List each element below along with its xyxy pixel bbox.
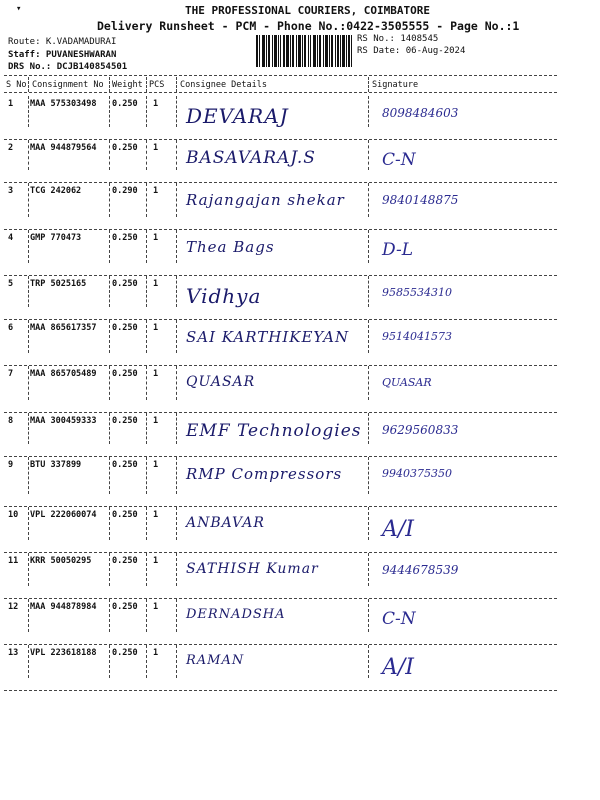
col-divider xyxy=(368,645,369,678)
row-pcs: 1 xyxy=(153,143,159,153)
row-weight: 0.250 xyxy=(112,648,138,658)
row-signature: QUASAR xyxy=(382,376,432,389)
barcode-image xyxy=(256,35,352,67)
col-divider xyxy=(146,457,147,494)
row-consignee: DEVARAJ xyxy=(186,104,289,128)
row-weight: 0.250 xyxy=(112,143,138,153)
row-sno: 7 xyxy=(8,369,14,379)
col-divider xyxy=(109,276,110,307)
col-divider xyxy=(176,183,177,217)
row-signature: A/I xyxy=(382,655,414,680)
col-divider xyxy=(176,96,177,127)
rs-number: RS No.: 1408545 xyxy=(357,34,439,44)
col-divider xyxy=(109,457,110,494)
row-pcs: 1 xyxy=(153,648,159,658)
col-divider xyxy=(176,366,177,400)
row-weight: 0.250 xyxy=(112,460,138,470)
row-weight: 0.250 xyxy=(112,416,138,426)
col-divider xyxy=(176,507,177,540)
col-divider xyxy=(146,140,147,170)
row-separator xyxy=(4,275,557,276)
row-sno: 4 xyxy=(8,233,14,243)
row-sno: 3 xyxy=(8,186,14,196)
row-weight: 0.250 xyxy=(112,279,138,289)
row-consignment-no: MAA 575303498 xyxy=(30,99,97,109)
col-divider xyxy=(368,320,369,353)
col-divider xyxy=(109,366,110,400)
row-weight: 0.290 xyxy=(112,186,138,196)
col-divider xyxy=(109,140,110,170)
col-divider xyxy=(368,366,369,400)
corner-mark: ▾ xyxy=(16,4,22,14)
col-divider xyxy=(176,140,177,170)
col-divider xyxy=(368,140,369,170)
row-signature: 8098484603 xyxy=(382,106,459,120)
row-consignee: SATHISH Kumar xyxy=(186,561,319,577)
row-signature: 9585534310 xyxy=(382,286,452,299)
col-divider xyxy=(28,276,29,307)
staff-label: Staff: PUVANESHWARAN xyxy=(8,50,117,60)
row-consignment-no: VPL 222060074 xyxy=(30,510,97,520)
col-divider xyxy=(146,553,147,586)
row-weight: 0.250 xyxy=(112,510,138,520)
col-divider xyxy=(146,320,147,353)
row-sno: 12 xyxy=(8,602,19,612)
col-divider xyxy=(28,230,29,263)
col-divider xyxy=(28,96,29,127)
row-consignment-no: MAA 300459333 xyxy=(30,416,97,426)
col-divider xyxy=(146,413,147,444)
row-separator xyxy=(4,690,557,691)
row-signature: 9629560833 xyxy=(382,423,459,437)
header-top-rule xyxy=(4,75,557,76)
col-divider xyxy=(176,413,177,444)
col-divider xyxy=(28,140,29,170)
row-pcs: 1 xyxy=(153,556,159,566)
row-consignment-no: MAA 944878984 xyxy=(30,602,97,612)
col-divider xyxy=(109,96,110,127)
row-pcs: 1 xyxy=(153,323,159,333)
row-signature: 9840148875 xyxy=(382,193,459,207)
col-divider xyxy=(28,183,29,217)
row-consignee: ANBAVAR xyxy=(186,515,265,531)
row-separator xyxy=(4,319,557,320)
row-signature: C-N xyxy=(382,150,416,170)
col-divider xyxy=(368,96,369,127)
row-consignment-no: MAA 865705489 xyxy=(30,369,97,379)
row-consignee: EMF Technologies xyxy=(186,421,362,441)
route-label: Route: K.VADAMADURAI xyxy=(8,37,117,47)
row-pcs: 1 xyxy=(153,602,159,612)
row-consignee: SAI KARTHIKEYAN xyxy=(186,328,350,346)
row-signature: 9940375350 xyxy=(382,467,452,480)
row-consignment-no: BTU 337899 xyxy=(30,460,82,470)
row-consignment-no: MAA 944879564 xyxy=(30,143,97,153)
row-consignee: QUASAR xyxy=(186,374,256,390)
row-consignee: DERNADSHA xyxy=(186,607,286,622)
col-sno-header: S No xyxy=(6,80,27,90)
col-divider xyxy=(176,276,177,307)
col-divider xyxy=(368,553,369,586)
col-divider xyxy=(146,96,147,127)
row-consignment-no: TCG 242062 xyxy=(30,186,82,196)
row-separator xyxy=(4,139,557,140)
row-separator xyxy=(4,552,557,553)
row-weight: 0.250 xyxy=(112,602,138,612)
row-separator xyxy=(4,644,557,645)
row-consignment-no: MAA 865617357 xyxy=(30,323,97,333)
col-divider xyxy=(109,599,110,632)
header-bottom-rule xyxy=(4,92,557,93)
row-consignee: RMP Compressors xyxy=(186,465,343,483)
row-signature: 9514041573 xyxy=(382,330,452,343)
col-divider xyxy=(109,230,110,263)
row-sno: 8 xyxy=(8,416,14,426)
col-divider xyxy=(109,553,110,586)
row-signature: C-N xyxy=(382,609,416,629)
row-pcs: 1 xyxy=(153,99,159,109)
col-divider xyxy=(176,599,177,632)
col-divider xyxy=(146,507,147,540)
row-consignee: BASAVARAJ.S xyxy=(186,148,316,168)
col-divider xyxy=(146,77,147,92)
col-divider xyxy=(368,507,369,540)
row-sno: 5 xyxy=(8,279,14,289)
col-divider xyxy=(28,320,29,353)
row-pcs: 1 xyxy=(153,233,159,243)
col-divider xyxy=(28,507,29,540)
col-divider xyxy=(146,366,147,400)
col-divider xyxy=(28,413,29,444)
row-signature: 9444678539 xyxy=(382,563,459,577)
col-divider xyxy=(109,413,110,444)
col-divider xyxy=(28,366,29,400)
row-separator xyxy=(4,365,557,366)
row-separator xyxy=(4,412,557,413)
col-pcs-header: PCS xyxy=(149,80,165,90)
row-signature: D-L xyxy=(382,240,413,260)
col-divider xyxy=(176,77,177,92)
col-divider xyxy=(109,320,110,353)
col-divider xyxy=(368,183,369,217)
col-divider xyxy=(28,77,29,92)
col-divider xyxy=(109,645,110,678)
row-separator xyxy=(4,229,557,230)
row-sno: 11 xyxy=(8,556,19,566)
col-divider xyxy=(176,320,177,353)
row-sno: 10 xyxy=(8,510,19,520)
row-consignment-no: TRP 5025165 xyxy=(30,279,87,289)
company-title: THE PROFESSIONAL COURIERS, COIMBATORE xyxy=(185,4,431,17)
row-consignment-no: KRR 50050295 xyxy=(30,556,92,566)
row-separator xyxy=(4,182,557,183)
col-divider xyxy=(146,230,147,263)
row-weight: 0.250 xyxy=(112,323,138,333)
row-pcs: 1 xyxy=(153,369,159,379)
col-divider xyxy=(368,457,369,494)
row-pcs: 1 xyxy=(153,279,159,289)
row-consignment-no: VPL 223618188 xyxy=(30,648,97,658)
col-consignment-header: Consignment No xyxy=(32,80,104,90)
col-divider xyxy=(368,77,369,92)
col-divider xyxy=(28,553,29,586)
row-sno: 2 xyxy=(8,143,14,153)
row-sno: 9 xyxy=(8,460,14,470)
col-divider xyxy=(368,413,369,444)
col-divider xyxy=(176,553,177,586)
col-divider xyxy=(176,645,177,678)
row-consignee: Thea Bags xyxy=(186,238,275,256)
col-divider xyxy=(176,457,177,494)
col-divider xyxy=(146,276,147,307)
row-sno: 1 xyxy=(8,99,14,109)
row-weight: 0.250 xyxy=(112,233,138,243)
row-pcs: 1 xyxy=(153,510,159,520)
row-consignee: RAMAN xyxy=(186,653,245,668)
row-separator xyxy=(4,456,557,457)
row-weight: 0.250 xyxy=(112,99,138,109)
col-divider xyxy=(28,645,29,678)
col-signature-header: Signature xyxy=(372,80,419,90)
row-signature: A/I xyxy=(382,517,414,542)
row-pcs: 1 xyxy=(153,460,159,470)
col-divider xyxy=(176,230,177,263)
row-sno: 13 xyxy=(8,648,19,658)
col-divider xyxy=(28,599,29,632)
col-divider xyxy=(109,183,110,217)
rs-date: RS Date: 06-Aug-2024 xyxy=(357,46,466,56)
col-weight-header: Weight xyxy=(112,80,143,90)
col-divider xyxy=(28,457,29,494)
row-separator xyxy=(4,598,557,599)
row-weight: 0.250 xyxy=(112,369,138,379)
row-consignment-no: GMP 770473 xyxy=(30,233,82,243)
drs-label: DRS No.: DCJB140854501 xyxy=(8,62,128,72)
row-consignee: Vidhya xyxy=(186,284,262,308)
col-divider xyxy=(109,507,110,540)
row-separator xyxy=(4,506,557,507)
col-divider xyxy=(368,230,369,263)
col-divider xyxy=(368,276,369,307)
row-weight: 0.250 xyxy=(112,556,138,566)
col-divider xyxy=(146,599,147,632)
col-divider xyxy=(146,645,147,678)
row-sno: 6 xyxy=(8,323,14,333)
col-divider xyxy=(146,183,147,217)
runsheet-subtitle: Delivery Runsheet - PCM - Phone No.:0422-3505555 - Page No.:1 xyxy=(97,19,520,33)
col-divider xyxy=(109,77,110,92)
row-pcs: 1 xyxy=(153,416,159,426)
col-divider xyxy=(368,599,369,632)
row-pcs: 1 xyxy=(153,186,159,196)
row-consignee: Rajangajan shekar xyxy=(186,191,345,209)
col-consignee-header: Consignee Details xyxy=(180,80,267,90)
